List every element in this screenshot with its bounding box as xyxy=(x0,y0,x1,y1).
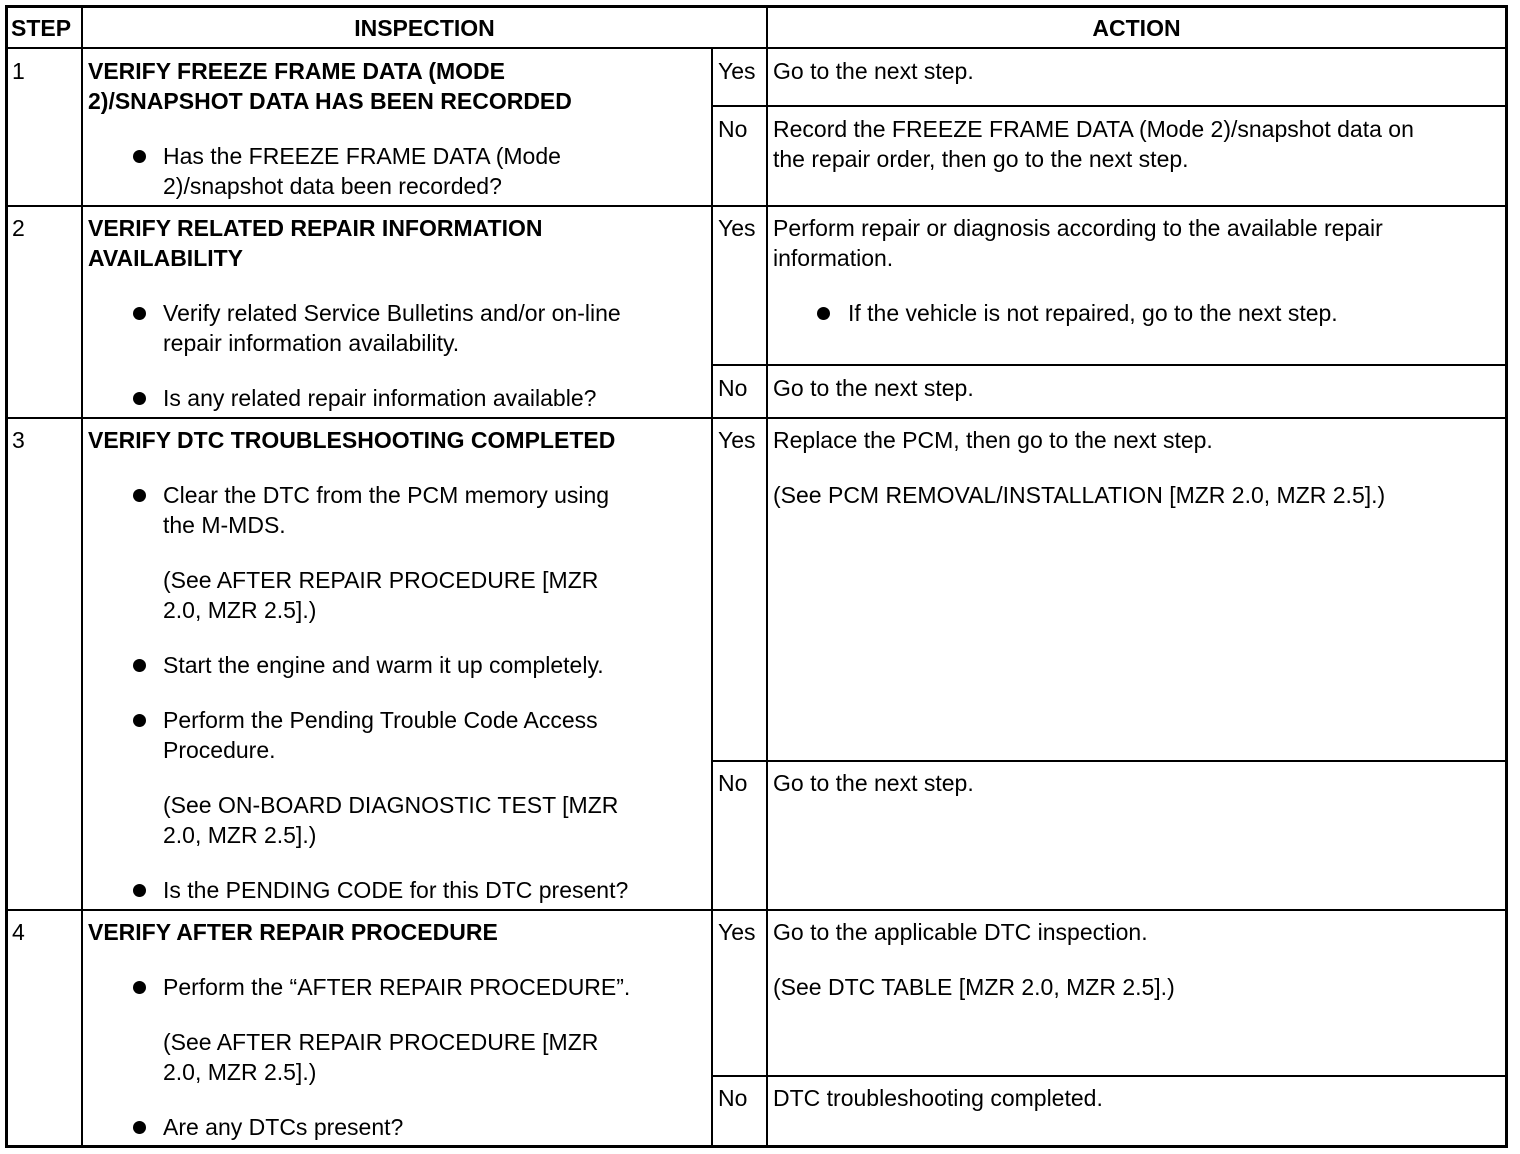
row2-bullet1-line2: repair information availability. xyxy=(163,330,460,356)
row3-yes-label: Yes xyxy=(718,427,756,453)
row4-bullet2: Are any DTCs present? xyxy=(163,1114,404,1140)
row3-bullet1-line1: Clear the DTC from the PCM memory using xyxy=(163,482,610,508)
bullet-icon xyxy=(133,714,146,727)
col-divider-action xyxy=(766,5,768,1148)
row3-yes-ref: (See PCM REMOVAL/INSTALLATION [MZR 2.0, MZR 2.5].) xyxy=(773,482,1386,508)
header-inspection: INSPECTION xyxy=(354,15,495,41)
step-number-4: 4 xyxy=(12,919,25,945)
yes-no-divider-4 xyxy=(711,1075,1508,1077)
row2-bullet1-line1: Verify related Service Bulletins and/or on-line xyxy=(163,300,621,326)
row2-yes-action-line2: information. xyxy=(773,245,894,271)
bullet-icon xyxy=(133,150,146,163)
row1-no-action-line2: the repair order, then go to the next step. xyxy=(773,146,1189,172)
yes-no-divider-3 xyxy=(711,760,1508,762)
bullet-icon xyxy=(133,1121,146,1134)
row1-bullet1-line1: Has the FREEZE FRAME DATA (Mode xyxy=(163,143,561,169)
row-divider-3 xyxy=(5,909,1508,911)
row1-title-line2: 2)/SNAPSHOT DATA HAS BEEN RECORDED xyxy=(88,88,572,114)
row3-bullet3-line1: Perform the Pending Trouble Code Access xyxy=(163,707,598,733)
row3-no-action: Go to the next step. xyxy=(773,770,974,796)
row2-yes-action-line1: Perform repair or diagnosis according to the available repair xyxy=(773,215,1383,241)
row1-yes-label: Yes xyxy=(718,58,756,84)
col-divider-answer xyxy=(711,48,713,1148)
row4-yes-ref: (See DTC TABLE [MZR 2.0, MZR 2.5].) xyxy=(773,974,1175,1000)
header-action: ACTION xyxy=(1092,15,1181,41)
row3-ref2-line1: (See ON-BOARD DIAGNOSTIC TEST [MZR xyxy=(163,792,619,818)
row-divider-1 xyxy=(5,205,1508,207)
row4-ref1-line1: (See AFTER REPAIR PROCEDURE [MZR xyxy=(163,1029,599,1055)
bullet-icon xyxy=(133,659,146,672)
row3-title: VERIFY DTC TROUBLESHOOTING COMPLETED xyxy=(88,427,616,453)
row3-bullet3-line2: Procedure. xyxy=(163,737,276,763)
row2-no-label: No xyxy=(718,375,748,401)
bullet-icon xyxy=(133,489,146,502)
yes-no-divider-2 xyxy=(711,364,1508,366)
row3-bullet4: Is the PENDING CODE for this DTC present? xyxy=(163,877,629,903)
row2-yes-label: Yes xyxy=(718,215,756,241)
bullet-icon xyxy=(133,392,146,405)
row3-ref1-line2: 2.0, MZR 2.5].) xyxy=(163,597,317,623)
row1-bullet1-line2: 2)/snapshot data been recorded? xyxy=(163,173,502,199)
step-number-2: 2 xyxy=(12,215,25,241)
row4-yes-label: Yes xyxy=(718,919,756,945)
row4-no-label: No xyxy=(718,1085,748,1111)
row4-title: VERIFY AFTER REPAIR PROCEDURE xyxy=(88,919,498,945)
row2-title-line1: VERIFY RELATED REPAIR INFORMATION xyxy=(88,215,543,241)
row3-no-label: No xyxy=(718,770,748,796)
row4-no-action: DTC troubleshooting completed. xyxy=(773,1085,1103,1111)
bullet-icon xyxy=(133,307,146,320)
row1-title-line1: VERIFY FREEZE FRAME DATA (MODE xyxy=(88,58,505,84)
table-border-top xyxy=(5,5,1508,8)
row3-ref1-line1: (See AFTER REPAIR PROCEDURE [MZR xyxy=(163,567,599,593)
col-divider-step xyxy=(81,5,83,1148)
table-border-right xyxy=(1505,5,1508,1148)
row3-bullet2: Start the engine and warm it up completely. xyxy=(163,652,604,678)
yes-no-divider-1 xyxy=(711,105,1508,107)
table-border-left xyxy=(5,5,8,1148)
bullet-icon xyxy=(817,307,830,320)
row2-bullet2: Is any related repair information available? xyxy=(163,385,597,411)
row4-yes-action: Go to the applicable DTC inspection. xyxy=(773,919,1148,945)
row1-no-label: No xyxy=(718,116,748,142)
row2-no-action: Go to the next step. xyxy=(773,375,974,401)
step-number-3: 3 xyxy=(12,427,25,453)
step-number-1: 1 xyxy=(12,58,25,84)
row3-bullet1-line2: the M-MDS. xyxy=(163,512,286,538)
row2-yes-action-bullet: If the vehicle is not repaired, go to the next step. xyxy=(848,300,1338,326)
row4-ref1-line2: 2.0, MZR 2.5].) xyxy=(163,1059,317,1085)
bullet-icon xyxy=(133,884,146,897)
row1-no-action-line1: Record the FREEZE FRAME DATA (Mode 2)/snapshot data on xyxy=(773,116,1414,142)
row-divider-2 xyxy=(5,417,1508,419)
row-divider-header xyxy=(5,47,1508,49)
bullet-icon xyxy=(133,981,146,994)
row3-ref2-line2: 2.0, MZR 2.5].) xyxy=(163,822,317,848)
row1-yes-action: Go to the next step. xyxy=(773,58,974,84)
row3-yes-action: Replace the PCM, then go to the next step. xyxy=(773,427,1213,453)
table-border-bottom xyxy=(5,1145,1508,1148)
row2-title-line2: AVAILABILITY xyxy=(88,245,244,271)
row4-bullet1: Perform the “AFTER REPAIR PROCEDURE”. xyxy=(163,974,631,1000)
header-step: STEP xyxy=(11,15,72,41)
